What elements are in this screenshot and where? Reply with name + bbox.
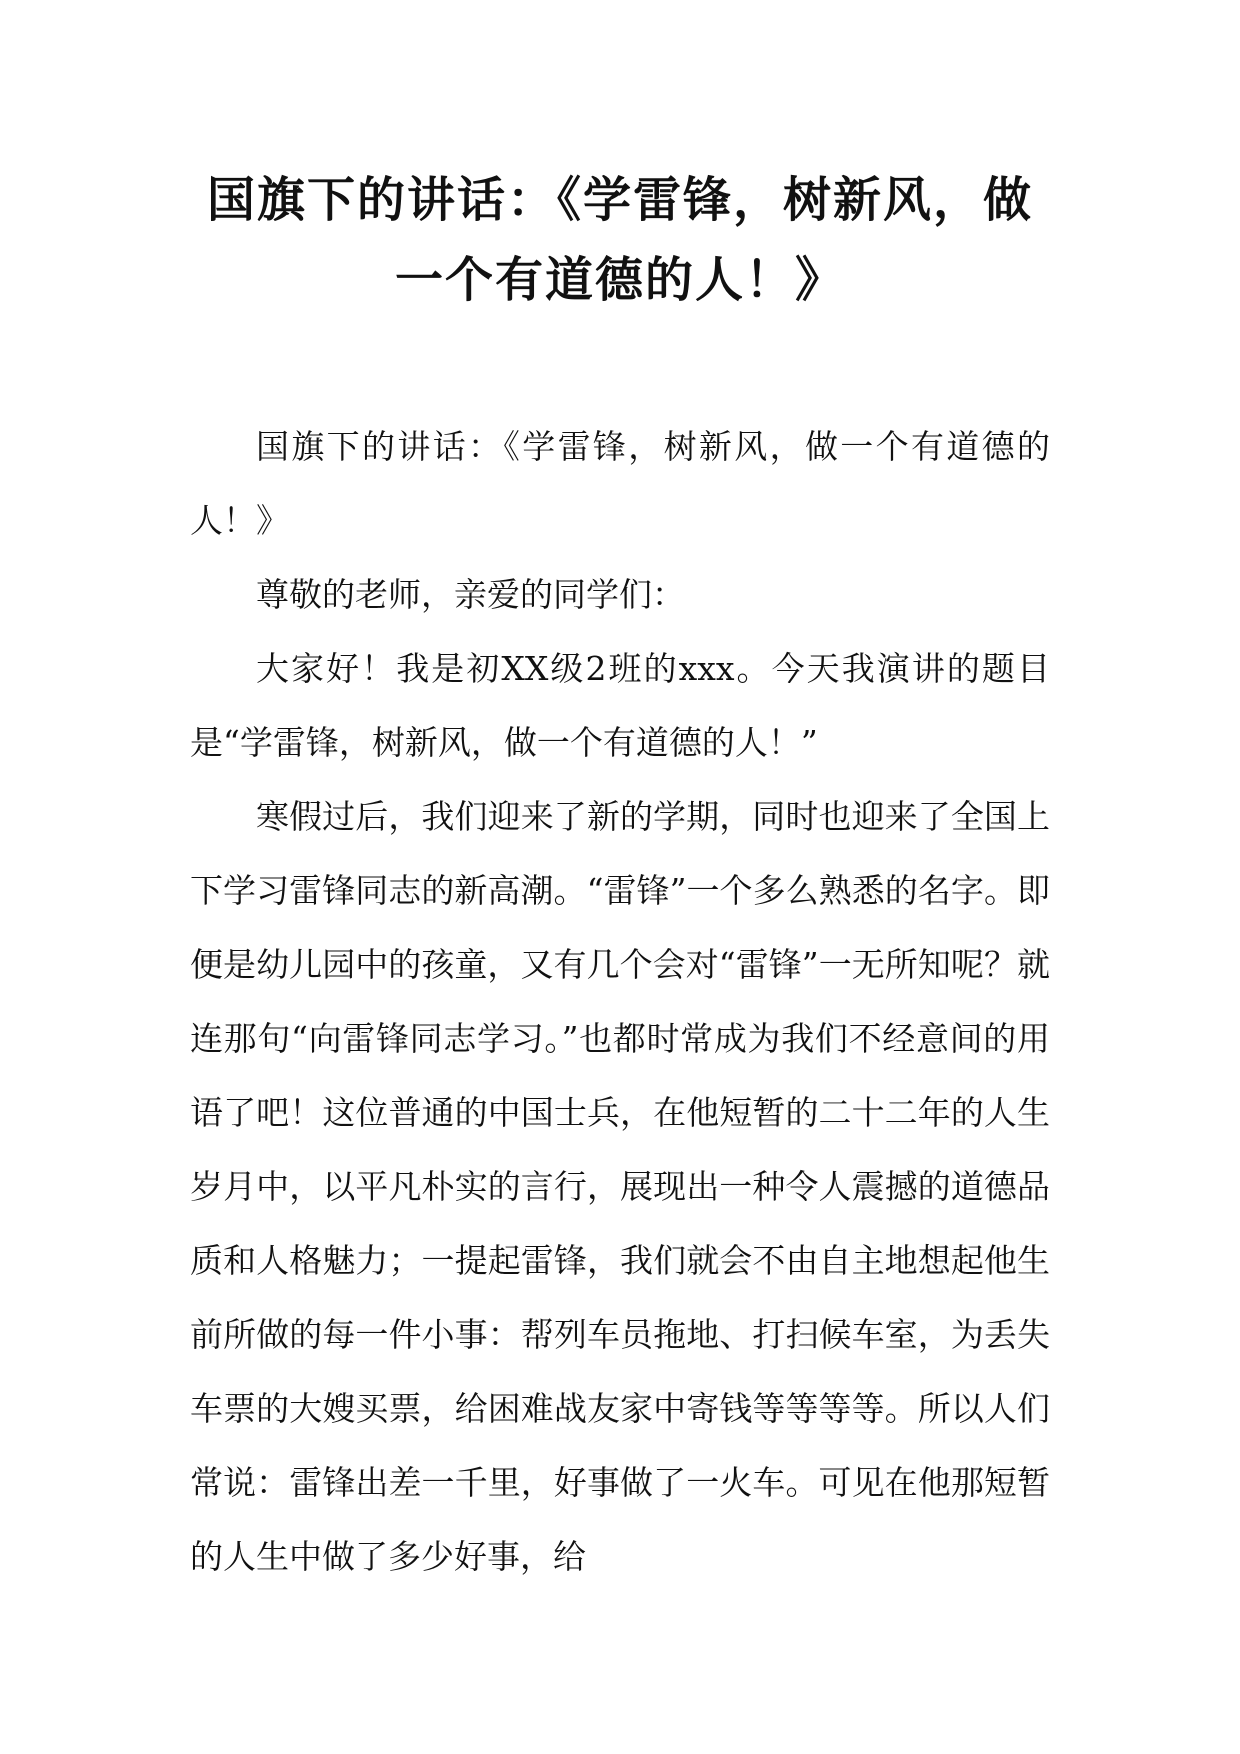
title-line-2: 一个有道德的人！》 [394, 252, 845, 308]
paragraph-greeting: 大家好！我是初XX级2班的xxx。今天我演讲的题目是“学雷锋，树新风，做一个有道德的人！” [190, 649, 1050, 762]
paragraph-main: 寒假过后，我们迎来了新的学期，同时也迎来了全国上下学习雷锋同志的新高潮。“雷锋”一个多么熟悉的名字。即便是幼儿园中的孩童，又有几个会对“雷锋”一无所知呢？就连那句“向雷锋同志学习。”也都时常成为我们不经意间的用语了吧！这位普通的中国士兵，在他短暂的二十二年的人生岁月中，以平凡朴实的言行，展现出一种令人震撼的道德品质和人格魅力；一提起雷锋，我们就会不由自主地想起他生前所做的每一件小事：帮列车员拖地、打扫候车室，为丢失车票的大嫂买票，给困难战友家中寄钱等等等等。所以人们常说：雷锋出差一千里，好事做了一火车。可见在他那短暂的人生中做了多少好事，给 [190, 797, 1050, 1576]
document-title [180, 160, 1060, 320]
document-body [190, 410, 1050, 1594]
title-line-1: 国旗下的讲话：《学雷锋，树新风，做 [206, 172, 1033, 228]
paragraph-heading-repeat: 国旗下的讲话：《学雷锋，树新风，做一个有道德的人！》 [190, 427, 1050, 540]
paragraph-salutation: 尊敬的老师，亲爱的同学们： [256, 575, 685, 614]
